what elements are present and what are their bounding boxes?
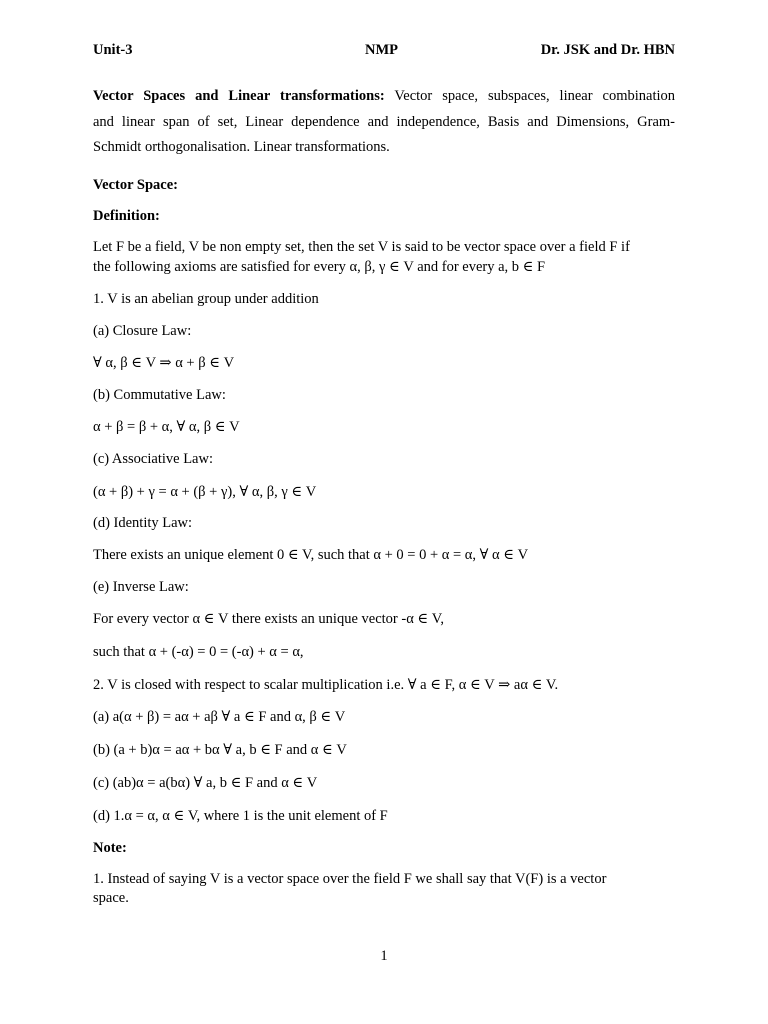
definition-line-2: the following axioms are satisfied for every α, β, γ ∈ V and for every a, b ∈ F [93,259,546,275]
note-title: Note: [93,840,127,856]
inverse-law-line-1: For every vector α ∈ V there exists an unique vector -α ∈ V, [93,611,445,627]
scalar-axiom-a: (a) a(α + β) = aα + aβ ∀ a ∈ F and α, β ∈ V [93,709,346,725]
intro-line-3: Schmidt orthogonalisation. Linear transformations. [93,139,390,155]
associative-law-label: (c) Associative Law: [93,451,213,467]
definition-title: Definition: [93,208,160,224]
identity-law-formula: There exists an unique element 0 ∈ V, such that α + 0 = 0 + α = α, ∀ α ∈ V [93,547,529,563]
note-line-2: space. [93,890,129,906]
scalar-axiom-d: (d) 1.α = α, α ∈ V, where 1 is the unit element of F [93,808,388,824]
intro-line-1-text: Vector space, subspaces, linear combination [384,88,675,104]
intro-line-1 [93,86,675,106]
associative-law-formula: (α + β) + γ = α + (β + γ), ∀ α, β, γ ∈ V [93,484,317,500]
intro-line-2: and linear span of set, Linear dependence and independence, Basis and Dimensions, Gram- [93,114,675,130]
scalar-axiom-c: (c) (ab)α = a(bα) ∀ a, b ∈ F and α ∈ V [93,775,318,791]
commutative-law-formula: α + β = β + α, ∀ α, β ∈ V [93,419,240,435]
page-number: 1 [380,948,388,964]
header-authors: Dr. JSK and Dr. HBN [540,42,675,58]
page-header [93,42,675,62]
header-unit: Unit-3 [93,42,133,58]
note-line-1: 1. Instead of saying V is a vector space over the field F we shall say that V(F) is a vector [93,871,607,887]
axiom-item-2: 2. V is closed with respect to scalar multiplication i.e. ∀ a ∈ F, α ∈ V ⇒ aα ∈ V. [93,677,559,693]
commutative-law-label: (b) Commutative Law: [93,387,226,403]
scalar-axiom-b: (b) (a + b)α = aα + bα ∀ a, b ∈ F and α ∈ V [93,742,347,758]
identity-law-label: (d) Identity Law: [93,515,193,531]
inverse-law-label: (e) Inverse Law: [93,579,189,595]
closure-law-label: (a) Closure Law: [93,323,192,339]
section-title: Vector Space: [93,177,178,193]
inverse-law-line-2: such that α + (-α) = 0 = (-α) + α = α, [93,644,304,660]
header-course: NMP [365,42,399,58]
intro-heading: Vector Spaces and Linear transformations: [93,88,385,104]
axiom-item-1: 1. V is an abelian group under addition [93,291,319,307]
closure-law-formula: ∀ α, β ∈ V ⇒ α + β ∈ V [93,355,235,371]
definition-line-1: Let F be a field, V be non empty set, then the set V is said to be vector space over a field F if [93,239,630,255]
